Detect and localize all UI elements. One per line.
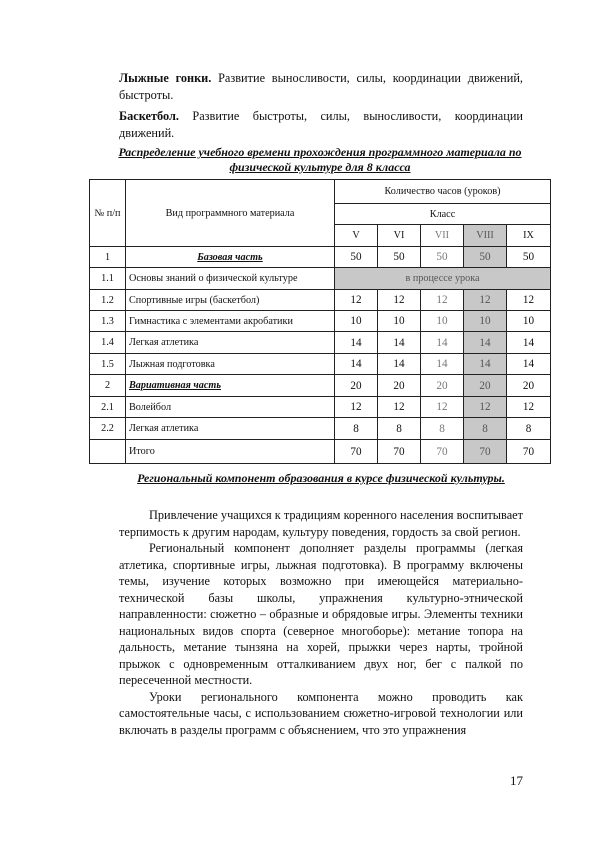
grade-header: VI — [378, 225, 421, 247]
header-type: Вид программного материала — [126, 180, 335, 247]
cell-span-text: в процессе урока — [335, 268, 551, 290]
cell-value: 70 — [507, 440, 551, 464]
row-num: 1.1 — [90, 268, 126, 290]
text-ski: Развитие выносливости, силы, координации движений, быстроты. — [119, 71, 523, 102]
row-num: 1.4 — [90, 332, 126, 354]
grade-header: V — [335, 225, 378, 247]
cell-value: 50 — [421, 247, 464, 268]
body-paragraph: Региональный компонент дополняет разделы программы (легкая атлетика, спортивные игры, лыжная подготовка). В программу включены темы, изучение которых возможно при имеющейся материально-технической базы школы, упражнения культурно-этнической направленности: сюжетно – образные и обрядовые игры. Элементы техники национальных видов спорта (северное многоборье): метание топора на дальность, метание тынзяна на хорей, прыжки через нарты, тройной прыжок с одновременным отталкиванием двух ног, бег с палкой по пересеченной местности. — [119, 541, 523, 687]
program-table — [89, 179, 551, 464]
cell-value: 14 — [335, 354, 378, 375]
cell-value: 12 — [507, 397, 551, 418]
table-row — [90, 418, 551, 440]
cell-value: 12 — [335, 397, 378, 418]
cell-value: 70 — [421, 440, 464, 464]
body-paragraph: Привлечение учащихся к традициям коренного населения воспитывает терпимость к другим народам, культуру поведения, гордость за свой регион. — [119, 508, 523, 539]
row-num: 2.2 — [90, 418, 126, 440]
cell-value: 10 — [507, 311, 551, 332]
cell-value: 12 — [464, 397, 507, 418]
cell-value: 50 — [464, 247, 507, 268]
page-number: 17 — [510, 773, 523, 788]
table-row — [90, 268, 551, 290]
grade-header: VII — [421, 225, 464, 247]
row-num: 1.2 — [90, 290, 126, 311]
cell-value: 14 — [335, 332, 378, 354]
cell-value: 70 — [335, 440, 378, 464]
cell-value: 14 — [421, 332, 464, 354]
cell-value: 20 — [378, 375, 421, 397]
cell-value: 12 — [464, 290, 507, 311]
cell-value: 20 — [464, 375, 507, 397]
row-name: Вариативная часть — [126, 375, 335, 397]
cell-value: 70 — [378, 440, 421, 464]
cell-value: 14 — [507, 332, 551, 354]
row-num: 2 — [90, 375, 126, 397]
term-ski: Лыжные гонки. — [119, 71, 212, 85]
cell-value: 10 — [464, 311, 507, 332]
table-row — [90, 375, 551, 397]
cell-value: 12 — [378, 397, 421, 418]
cell-value: 10 — [335, 311, 378, 332]
cell-value: 14 — [378, 354, 421, 375]
row-name: Гимнастика с элементами акробатики — [126, 311, 335, 332]
row-name: Базовая часть — [126, 247, 335, 268]
body-paragraph: Уроки регионального компонента можно проводить как самостоятельные часы, с использованием сюжетно-игровой технологии или включать в разделы программ с объяснением, что это упражнения — [119, 689, 523, 737]
cell-value: 20 — [507, 375, 551, 397]
header-class: Класс — [335, 204, 551, 225]
cell-value: 8 — [421, 418, 464, 440]
cell-value: 50 — [335, 247, 378, 268]
paragraph-ski — [119, 70, 523, 104]
row-name: Легкая атлетика — [126, 332, 335, 354]
cell-value: 50 — [507, 247, 551, 268]
cell-value: 8 — [335, 418, 378, 440]
cell-value: 14 — [421, 354, 464, 375]
table-row — [90, 354, 551, 375]
table-row — [90, 311, 551, 332]
row-num: 1 — [90, 247, 126, 268]
cell-value: 20 — [421, 375, 464, 397]
grade-header: IX — [507, 225, 551, 247]
cell-value: 14 — [464, 354, 507, 375]
cell-value: 12 — [421, 397, 464, 418]
cell-value: 12 — [335, 290, 378, 311]
row-name: Итого — [126, 440, 335, 464]
cell-value: 12 — [421, 290, 464, 311]
cell-value: 14 — [464, 332, 507, 354]
table-row — [90, 397, 551, 418]
cell-value: 12 — [507, 290, 551, 311]
section-title: Региональный компонент образования в курсе физической культуры. — [137, 471, 505, 485]
cell-value: 14 — [378, 332, 421, 354]
row-num — [90, 440, 126, 464]
row-name: Лыжная подготовка — [126, 354, 335, 375]
cell-value: 20 — [335, 375, 378, 397]
table-title: Распределение учебного времени прохождения программного материала по физической культуре для 8 класса — [118, 145, 522, 174]
cell-value: 10 — [421, 311, 464, 332]
cell-value: 8 — [378, 418, 421, 440]
cell-value: 12 — [378, 290, 421, 311]
row-num: 2.1 — [90, 397, 126, 418]
text-basketball: Развитие быстроты, силы, выносливости, координации движений. — [119, 109, 523, 140]
table-row-total — [90, 440, 551, 464]
row-name: Спортивные игры (баскетбол) — [126, 290, 335, 311]
table-row — [90, 290, 551, 311]
header-hours: Количество часов (уроков) — [335, 180, 551, 204]
row-num: 1.3 — [90, 311, 126, 332]
cell-value: 70 — [464, 440, 507, 464]
body-text — [119, 507, 523, 738]
header-num: № п/п — [90, 180, 126, 247]
row-name: Легкая атлетика — [126, 418, 335, 440]
term-basketball: Баскетбол. — [119, 109, 179, 123]
cell-value: 8 — [464, 418, 507, 440]
cell-value: 50 — [378, 247, 421, 268]
table-row — [90, 247, 551, 268]
cell-value: 10 — [378, 311, 421, 332]
cell-value: 14 — [507, 354, 551, 375]
paragraph-basketball — [119, 108, 523, 142]
row-name: Основы знаний о физической культуре — [126, 268, 335, 290]
cell-value: 8 — [507, 418, 551, 440]
table-row — [90, 332, 551, 354]
row-num: 1.5 — [90, 354, 126, 375]
grade-header: VIII — [464, 225, 507, 247]
row-name: Волейбол — [126, 397, 335, 418]
